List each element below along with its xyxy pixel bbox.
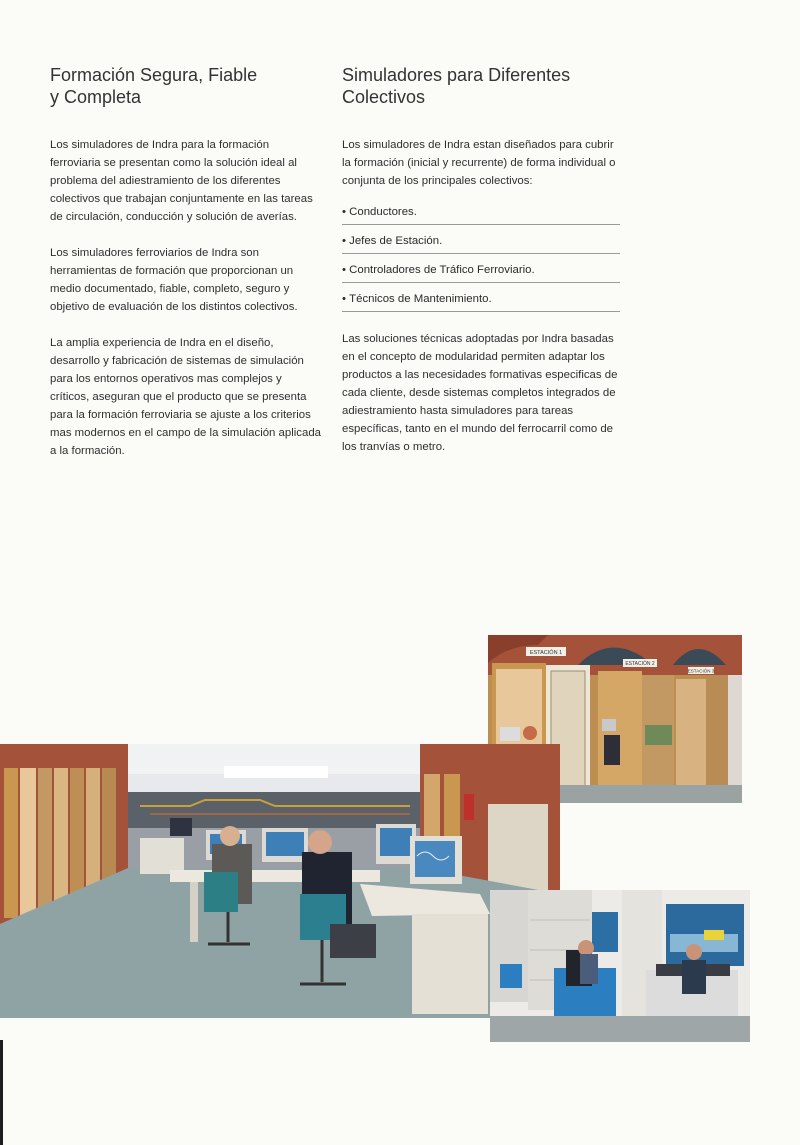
list-item: • Conductores.: [342, 200, 620, 225]
right-column: [342, 64, 622, 474]
list-item: • Técnicos de Mantenimiento.: [342, 287, 620, 312]
right-title: Simuladores para Diferentes Colectivos: [342, 65, 571, 107]
station-sign: ESTACIÓN 1: [529, 650, 563, 656]
page-edge: [0, 1040, 3, 1145]
station-sign: ESTACIÓN 2: [625, 661, 655, 667]
left-column: [50, 64, 322, 478]
right-intro: Los simuladores de Indra estan diseñados para cubrir la formación (inicial y recurrente) de forma individual o conjunta de los principales colectivos:: [342, 139, 616, 187]
left-paragraph-2: Los simuladores ferroviarios de Indra son herramientas de formación que proporcionan un medio documentado, fiable, completo, seguro y objetivo de evaluación de los distintos colectivos.: [50, 247, 298, 313]
list-item: • Controladores de Tráfico Ferroviario.: [342, 258, 620, 283]
collective-list: [342, 200, 620, 312]
left-title: Formación Segura, Fiable y Completa: [50, 65, 258, 107]
list-item: • Jefes de Estación.: [342, 229, 620, 254]
left-paragraph-3: La amplia experiencia de Indra en el diseño, desarrollo y fabricación de sistemas de simulación para los entornos operativos mas complejos y críticos, aseguran que el producto que se presenta para la formación ferroviaria se ajuste a los criterios mas modernos en el campo de la simulación aplicada a la formación.: [50, 337, 321, 457]
station-sign: ESTACIÓN 3: [687, 668, 715, 674]
right-closing: Las soluciones técnicas adoptadas por Indra basadas en el concepto de modularidad permiten adaptar los productos a las necesidades formativas especificas de cada cliente, desde sistemas completos integrados de adiestramiento hasta simuladores para tareas específicas, tanto en el mundo del ferrocarril como de los tranvías o metro.: [342, 333, 618, 453]
left-paragraph-1: Los simuladores de Indra para la formación ferroviaria se presentan como la solución ideal al problema del adiestramiento de los diferentes colectivos que trabajan conjuntamente en las tareas de circulación, conducción y solución de averías.: [50, 139, 313, 223]
driving-cabins-photo: [490, 890, 750, 1042]
training-room-photo: [0, 744, 560, 1018]
